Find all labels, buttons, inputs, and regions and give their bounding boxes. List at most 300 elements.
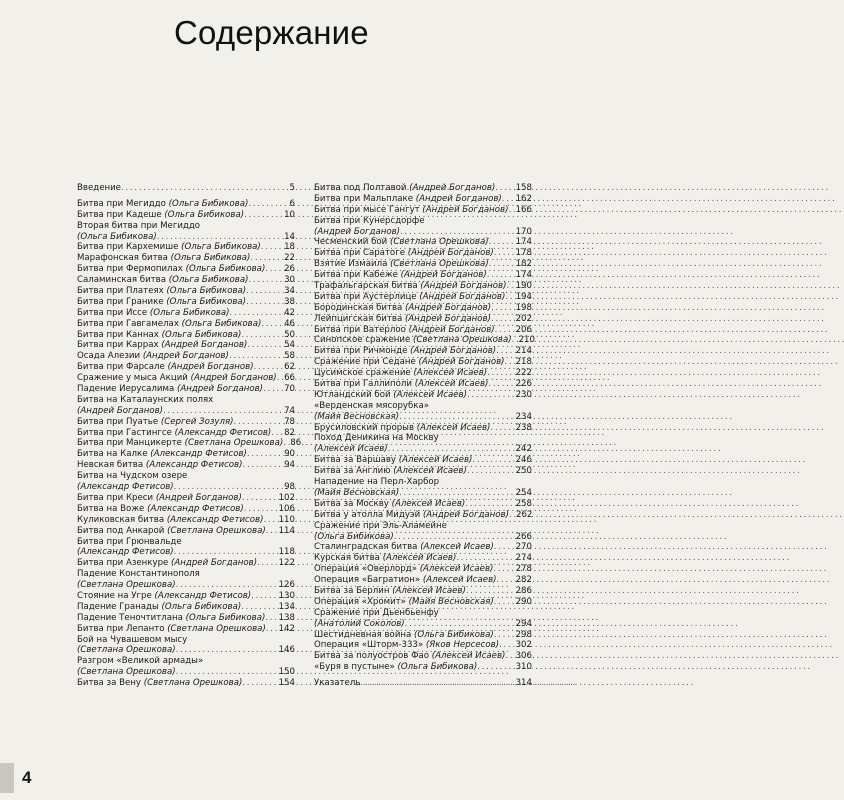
toc-entry-title: Битва за полуостров Фао (Алексей Исаев) bbox=[314, 651, 506, 662]
toc-leader-dots bbox=[506, 281, 514, 291]
toc-entry[interactable] bbox=[77, 602, 295, 613]
toc-entry-page: 258 bbox=[515, 498, 532, 509]
toc-entry-page: 14 bbox=[284, 231, 295, 242]
toc-entry-line: Битва при Грюнвальде bbox=[77, 536, 182, 547]
toc-entry[interactable] bbox=[314, 183, 532, 194]
toc-entry[interactable] bbox=[314, 466, 532, 477]
toc-entry-title: Битва при Мегиддо (Ольга Бибикова) bbox=[77, 198, 249, 209]
toc-entry[interactable] bbox=[314, 390, 532, 401]
toc-entry-author: (Андрей Богданов) bbox=[177, 384, 264, 395]
toc-entry[interactable] bbox=[314, 630, 532, 641]
toc-leader-dots bbox=[472, 455, 514, 465]
toc-entry-page: 210 bbox=[518, 335, 535, 346]
toc-entry-title bbox=[314, 412, 399, 422]
toc-entry-author: (Алексей Исаев) bbox=[314, 444, 388, 455]
toc-entry-author: (Алексей Исаев) bbox=[392, 585, 466, 596]
toc-entry-page: 74 bbox=[284, 405, 295, 416]
toc-leader-dots bbox=[174, 482, 283, 492]
toc-entry[interactable] bbox=[314, 205, 532, 216]
toc-leader-dots bbox=[360, 678, 514, 688]
toc-leader-dots bbox=[494, 630, 515, 640]
toc-entry-line: Нападение на Перл-Харбор bbox=[314, 477, 440, 488]
toc-entry-title: Битва при Кабеже (Андрей Богданов) bbox=[314, 270, 487, 281]
toc-leader-dots bbox=[497, 575, 515, 585]
toc-entry[interactable] bbox=[314, 597, 532, 608]
toc-entry[interactable] bbox=[314, 575, 532, 586]
toc-leader-dots bbox=[467, 390, 515, 400]
toc-leader-dots bbox=[121, 183, 289, 193]
toc-entry-page: 242 bbox=[515, 444, 532, 455]
toc-entry-page: 134 bbox=[278, 601, 295, 612]
toc-entry-title bbox=[314, 532, 394, 542]
toc-entry-page: 78 bbox=[284, 416, 295, 427]
toc-entry-title bbox=[77, 667, 176, 677]
toc-leader-dots bbox=[477, 662, 514, 672]
toc-leader-dots bbox=[487, 368, 514, 378]
toc-entry-author: (Андрей Богданов) bbox=[422, 509, 509, 520]
toc-entry-page: 238 bbox=[515, 422, 532, 433]
toc-entry-title bbox=[77, 482, 174, 492]
toc-entry[interactable] bbox=[314, 423, 532, 434]
toc-entry-page: 50 bbox=[284, 329, 295, 340]
toc-entry-page: 62 bbox=[284, 362, 295, 373]
toc-entry-title: Битва за Варшаву (Алексей Исаев) bbox=[314, 455, 473, 466]
page-title: Содержание bbox=[174, 14, 369, 51]
toc-entry[interactable] bbox=[314, 281, 532, 292]
toc-leader-dots bbox=[242, 460, 283, 470]
toc-entry-author: (Андрей Богданов) bbox=[167, 362, 254, 373]
toc-leader-dots bbox=[247, 340, 283, 350]
toc-entry-page: 26 bbox=[284, 264, 295, 275]
toc-entry[interactable] bbox=[77, 591, 295, 602]
toc-entry[interactable] bbox=[77, 613, 295, 624]
toc-entry[interactable] bbox=[314, 586, 532, 597]
toc-entry[interactable] bbox=[77, 242, 295, 253]
toc-entry-title: Сражение при Седане (Андрей Богданов) bbox=[314, 357, 505, 368]
toc-entry-author: (Александр Фетисов) bbox=[147, 503, 244, 514]
toc-leader-dots bbox=[505, 292, 514, 302]
toc-entry[interactable] bbox=[314, 270, 532, 281]
toc-entry-line: Разгром «Великой армады» bbox=[77, 656, 204, 667]
toc-leader-dots bbox=[242, 493, 278, 503]
toc-entry-author: (Анатолий Соколов) bbox=[314, 618, 405, 629]
toc-entry-page: 254 bbox=[515, 487, 532, 498]
toc-entry[interactable] bbox=[77, 471, 295, 493]
toc-entry[interactable] bbox=[77, 460, 295, 471]
toc-entry-page: 118 bbox=[278, 547, 295, 558]
toc-entry-author: (Андрей Богданов) bbox=[419, 291, 506, 302]
toc-entry-line: Падение Константинополя bbox=[77, 569, 200, 580]
toc-entry-page: 150 bbox=[278, 667, 295, 678]
toc-entry-author: (Андрей Богданов) bbox=[400, 270, 487, 281]
toc-entry-author: (Светлана Орешкова) bbox=[390, 259, 489, 270]
toc-entry-page: 70 bbox=[284, 384, 295, 395]
toc-entry[interactable] bbox=[77, 275, 295, 286]
toc-entry[interactable] bbox=[314, 292, 532, 303]
toc-entry[interactable] bbox=[314, 640, 532, 651]
toc-entry[interactable] bbox=[314, 477, 532, 499]
toc-entry-author: (Алексей Исаев) bbox=[382, 553, 457, 564]
toc-entry-page: 270 bbox=[515, 542, 532, 553]
toc-entry-title bbox=[77, 580, 176, 590]
toc-entry-author: (Ольга Бибикова) bbox=[314, 531, 394, 542]
toc-entry[interactable] bbox=[77, 515, 295, 526]
toc-entry[interactable] bbox=[314, 662, 532, 673]
toc-entry[interactable] bbox=[77, 384, 295, 395]
toc-entry-title: Битва при Азенкуре (Андрей Богданов) bbox=[77, 558, 258, 569]
toc-leader-dots bbox=[491, 303, 515, 313]
toc-entry-title: Сражение у мыса Акций (Андрей Богданов) bbox=[77, 373, 277, 384]
toc-entry-author: (Андрей Богданов) bbox=[407, 248, 494, 259]
toc-entry-page: 274 bbox=[515, 553, 532, 564]
toc-entry-title: Бородинская битва (Андрей Богданов) bbox=[314, 302, 492, 313]
toc-entry-author: (Андрей Богданов) bbox=[422, 204, 509, 215]
toc-leader-dots bbox=[246, 297, 283, 307]
toc-entry-title bbox=[77, 645, 176, 655]
toc-leader-dots bbox=[257, 558, 278, 568]
toc-entry-title: Трафальгарская битва (Андрей Богданов) bbox=[314, 281, 507, 292]
toc-leader-dots bbox=[247, 449, 283, 459]
toc-entry-title: Сталинградская битва (Алексей Исаев) bbox=[314, 542, 494, 553]
page-number: 4 bbox=[22, 768, 32, 787]
toc-leader-dots bbox=[399, 412, 515, 422]
toc-entry[interactable] bbox=[77, 319, 295, 330]
toc-leader-dots bbox=[244, 210, 283, 220]
toc-entry-page: 158 bbox=[515, 183, 532, 193]
toc-entry-author: (Андрей Богданов) bbox=[161, 340, 248, 351]
toc-entry[interactable] bbox=[314, 651, 532, 662]
toc-leader-dots bbox=[248, 275, 283, 285]
toc-leader-dots bbox=[230, 308, 284, 318]
toc-entry-title: Битва за Берлин (Алексей Исаев) bbox=[314, 585, 466, 596]
toc-entry-title: Битва при Гавгамелах (Ольга Бибикова) bbox=[77, 318, 262, 329]
toc-entry[interactable] bbox=[314, 553, 532, 564]
toc-entry-title: Битва при Фермопилах (Ольга Бибикова) bbox=[77, 264, 266, 275]
toc-entry-author: (Ольга Бибикова) bbox=[181, 318, 262, 329]
toc-entry[interactable] bbox=[77, 308, 295, 319]
toc-leader-dots bbox=[488, 379, 514, 389]
toc-entry-line: Битва на Каталаунских полях bbox=[77, 394, 214, 405]
toc-entry-author: (Алексей Исаев) bbox=[393, 389, 467, 400]
toc-leader-dots bbox=[229, 351, 283, 361]
toc-entry-author: (Светлана Орешкова) bbox=[184, 438, 284, 449]
toc-leader-dots bbox=[495, 325, 515, 335]
toc-entry[interactable] bbox=[314, 678, 532, 689]
toc-entry[interactable] bbox=[77, 493, 295, 504]
toc-leader-dots bbox=[174, 547, 278, 557]
toc-entry-author: (Светлана Орешкова) bbox=[77, 667, 176, 678]
toc-entry-author: (Алексей Исаев) bbox=[391, 498, 466, 509]
toc-entry-title: Указатель bbox=[314, 678, 361, 689]
toc-entry-author: (Андрей Богданов) bbox=[171, 558, 258, 569]
toc-entry-author: (Ольга Бибикова) bbox=[168, 275, 249, 286]
toc-entry-page: 190 bbox=[515, 281, 532, 292]
toc-entry[interactable] bbox=[77, 656, 295, 678]
toc-entry-author: (Майя Весновская) bbox=[314, 487, 400, 498]
toc-entry-page: 98 bbox=[284, 482, 295, 493]
toc-entry-author: (Ольга Бибикова) bbox=[181, 242, 261, 253]
toc-entry-author: (Светлана Орешкова) bbox=[77, 580, 176, 591]
toc-entry[interactable] bbox=[314, 259, 532, 270]
toc-entry-page: 298 bbox=[515, 629, 532, 640]
toc-entry-page: 126 bbox=[278, 580, 295, 591]
toc-entry[interactable] bbox=[314, 542, 532, 553]
toc-entry-author: (Ольга Бибикова) bbox=[185, 612, 266, 623]
toc-entry-page: 138 bbox=[278, 612, 295, 623]
toc-entry[interactable] bbox=[77, 449, 295, 460]
toc-leader-dots bbox=[400, 227, 515, 237]
toc-entry[interactable] bbox=[77, 417, 295, 428]
toc-column-left bbox=[77, 183, 302, 689]
toc-entry[interactable] bbox=[77, 351, 295, 362]
toc-entry-title bbox=[314, 619, 405, 629]
toc-leader-dots bbox=[261, 319, 283, 329]
toc-leader-dots bbox=[405, 619, 515, 629]
toc-entry-author: (Яков Нерсесов) bbox=[425, 640, 500, 651]
toc-entry[interactable] bbox=[77, 395, 295, 417]
toc-entry-title: Битва при Мальплаке (Андрей Богданов) bbox=[314, 193, 502, 204]
toc-entry-title: Осада Алезии (Андрей Богданов) bbox=[77, 351, 229, 362]
toc-entry[interactable] bbox=[314, 521, 532, 543]
toc-entry-title: Битва за Вену (Светлана Орешкова) bbox=[77, 678, 243, 689]
toc-entry-title bbox=[77, 406, 163, 416]
toc-entry[interactable] bbox=[77, 526, 295, 537]
toc-leader-dots bbox=[241, 330, 283, 340]
toc-entry[interactable] bbox=[77, 253, 295, 264]
toc-leader-dots bbox=[499, 640, 515, 650]
toc-entry-author: (Андрей Богданов) bbox=[404, 313, 491, 324]
toc-entry-author: (Светлана Орешкова) bbox=[412, 335, 512, 346]
toc-entry-page: 34 bbox=[284, 286, 295, 297]
toc-entry[interactable] bbox=[314, 248, 532, 259]
toc-entry[interactable] bbox=[314, 216, 532, 238]
toc-entry[interactable] bbox=[314, 194, 532, 205]
toc-entry-title: Битва на Калке (Александр Фетисов) bbox=[77, 449, 247, 460]
toc-entry-page: 38 bbox=[284, 296, 295, 307]
toc-entry[interactable] bbox=[77, 678, 295, 689]
toc-entry-page: 58 bbox=[284, 351, 295, 362]
toc-leader-dots bbox=[157, 232, 283, 242]
toc-entry[interactable] bbox=[77, 373, 295, 384]
toc-entry-page: 206 bbox=[515, 324, 532, 335]
toc-leader-dots bbox=[241, 602, 277, 612]
toc-entry-author: (Александр Фетисов) bbox=[166, 514, 264, 525]
toc-entry[interactable] bbox=[77, 635, 295, 657]
toc-entry[interactable] bbox=[77, 340, 295, 351]
toc-column-right bbox=[314, 183, 535, 689]
toc-entry-author: (Светлана Орешкова) bbox=[389, 237, 489, 248]
toc-entry[interactable] bbox=[77, 199, 295, 210]
toc-entry-page: 54 bbox=[284, 340, 295, 351]
toc-entry-title: Невская битва (Александр Фетисов) bbox=[77, 460, 243, 471]
toc-entry-author: (Ольга Бибикова) bbox=[166, 296, 247, 307]
toc-entry-line: Поход Деникина на Москву bbox=[314, 433, 439, 444]
toc-entry[interactable] bbox=[314, 346, 532, 357]
toc-entry[interactable] bbox=[77, 297, 295, 308]
toc-entry[interactable] bbox=[314, 335, 535, 346]
toc-entry-author: (Светлана Орешкова) bbox=[167, 525, 266, 536]
toc-entry-title: Битва при Кадеше (Ольга Бибикова) bbox=[77, 209, 245, 220]
toc-entry-title: Падение Гранады (Ольга Бибикова) bbox=[77, 601, 242, 612]
toc-entry[interactable] bbox=[77, 362, 295, 373]
toc-entry-author: (Ольга Бибикова) bbox=[166, 286, 247, 297]
toc-entry-author: (Светлана Орешкова) bbox=[167, 623, 266, 634]
toc-entry-author: (Андрей Богданов) bbox=[408, 324, 495, 335]
toc-entry-page: 174 bbox=[515, 237, 532, 248]
toc-entry-title: Битва при Фарсале (Андрей Богданов) bbox=[77, 362, 254, 373]
toc-entry[interactable] bbox=[314, 237, 532, 248]
toc-entry-author: (Ольга Бибикова) bbox=[168, 198, 249, 209]
toc-entry[interactable] bbox=[77, 558, 295, 569]
toc-entry-author: (Ольга Бибикова) bbox=[164, 209, 245, 220]
toc-entry-title: Битва при Манцикерте (Светлана Орешкова) bbox=[77, 438, 284, 449]
toc-entry[interactable] bbox=[77, 537, 295, 559]
toc-entry-line: Вторая битва при Мегиддо bbox=[77, 220, 201, 231]
toc-entry-author: (Андрей Богданов) bbox=[418, 357, 505, 368]
toc-entry[interactable] bbox=[77, 569, 295, 591]
toc-entry-title: Битва при Саратоге (Андрей Богданов) bbox=[314, 248, 494, 259]
toc-leader-dots bbox=[494, 248, 515, 258]
toc-entry-line: Битва на Чудском озере bbox=[77, 471, 188, 482]
toc-entry-author: (Алексей Исаев) bbox=[420, 542, 494, 553]
toc-entry-author: (Александр Фетисов) bbox=[174, 427, 272, 438]
toc-leader-dots bbox=[254, 362, 283, 372]
toc-entry-page: 5 bbox=[289, 183, 295, 193]
toc-entry-page: 214 bbox=[515, 346, 532, 357]
toc-entry-title: Саламинская битва (Ольга Бибикова) bbox=[77, 275, 249, 286]
toc-leader-dots bbox=[467, 466, 515, 476]
toc-entry-author: (Андрей Богданов) bbox=[420, 281, 507, 292]
toc-entry[interactable] bbox=[314, 357, 532, 368]
toc-entry[interactable] bbox=[77, 330, 295, 341]
toc-entry-page: 18 bbox=[284, 242, 295, 253]
page-edge-marker bbox=[0, 763, 14, 793]
toc-entry-title: Битва у атолла Мидуэй (Андрей Богданов) bbox=[314, 509, 509, 520]
toc-entry-page: 142 bbox=[278, 623, 295, 634]
toc-leader-dots bbox=[265, 264, 283, 274]
toc-entry-title: Битва при Ватерлоо (Андрей Богданов) bbox=[314, 324, 495, 335]
toc-entry[interactable] bbox=[77, 286, 295, 297]
toc-entry-author: (Александр Фетисов) bbox=[77, 482, 174, 493]
toc-leader-dots bbox=[242, 678, 277, 688]
toc-entry[interactable] bbox=[77, 624, 295, 635]
toc-leader-dots bbox=[496, 346, 514, 356]
toc-entry-title: Лейпцигская битва (Андрей Богданов) bbox=[314, 313, 491, 324]
toc-leader-dots bbox=[248, 199, 288, 209]
toc-leader-dots bbox=[394, 532, 515, 542]
toc-entry-page: 246 bbox=[515, 455, 532, 466]
toc-leader-dots bbox=[487, 270, 515, 280]
toc-entry-title: Курская битва (Алексей Исаев) bbox=[314, 553, 457, 564]
toc-leader-dots bbox=[489, 237, 515, 247]
toc-entry-author: (Ольга Бибикова) bbox=[149, 307, 230, 318]
toc-entry[interactable] bbox=[314, 401, 532, 423]
toc-entry[interactable] bbox=[314, 325, 532, 336]
toc-leader-dots bbox=[266, 526, 278, 536]
toc-entry-line: Сражение при Дьенбьенфу bbox=[314, 607, 439, 618]
toc-entry[interactable] bbox=[314, 499, 532, 510]
toc-entry-author: (Алексей Исаев) bbox=[413, 368, 488, 379]
toc-entry-page: 234 bbox=[515, 411, 532, 422]
toc-entry-line: Бой на Чувашевом мысу bbox=[77, 634, 188, 645]
toc-entry-author: (Ольга Бибикова) bbox=[77, 231, 157, 242]
toc-leader-dots bbox=[176, 645, 278, 655]
toc-entry[interactable] bbox=[77, 183, 295, 194]
toc-entry-title bbox=[314, 444, 388, 454]
toc-entry-author: (Алексей Исаев) bbox=[398, 455, 473, 466]
toc-entry-page: 110 bbox=[278, 514, 295, 525]
toc-leader-dots bbox=[246, 286, 283, 296]
toc-entry[interactable] bbox=[314, 564, 532, 575]
toc-leader-dots bbox=[502, 194, 515, 204]
toc-leader-dots bbox=[456, 553, 514, 563]
toc-entry-page: 86 bbox=[290, 438, 302, 449]
toc-entry-page: 262 bbox=[515, 509, 533, 520]
toc-entry-page: 22 bbox=[284, 253, 295, 264]
toc-entry[interactable] bbox=[77, 438, 302, 449]
toc-entry[interactable] bbox=[77, 264, 295, 275]
toc-entry-title: Битва при мысе Гангут (Андрей Богданов) bbox=[314, 204, 509, 215]
toc-entry-title: Битва за Москву (Алексей Исаев) bbox=[314, 498, 466, 509]
toc-entry[interactable] bbox=[314, 608, 532, 630]
toc-entry-page: 162 bbox=[515, 193, 532, 204]
toc-entry-title: Операция «Оверлорд» (Алексей Исаев) bbox=[314, 564, 494, 575]
toc-entry-title: Битва при Платеях (Ольга Бибикова) bbox=[77, 286, 247, 297]
toc-entry[interactable] bbox=[314, 314, 532, 325]
toc-entry[interactable] bbox=[77, 210, 295, 221]
toc-entry[interactable] bbox=[314, 433, 532, 455]
toc-entry-title: Битва под Анкарой (Светлана Орешкова) bbox=[77, 525, 266, 536]
toc-entry[interactable] bbox=[77, 221, 295, 243]
toc-entry-page: 106 bbox=[278, 503, 295, 514]
toc-entry[interactable] bbox=[314, 368, 532, 379]
toc-leader-dots bbox=[266, 624, 278, 634]
toc-entry-title: Битва при Гастингсе (Александр Фетисов) bbox=[77, 427, 272, 438]
toc-entry-title: Синопское сражение (Светлана Орешкова) bbox=[314, 335, 512, 346]
toc-entry[interactable] bbox=[314, 510, 532, 521]
toc-leader-dots bbox=[490, 423, 514, 433]
toc-entry[interactable] bbox=[77, 504, 295, 515]
toc-entry-title: Битва при Кархемише (Ольга Бибикова) bbox=[77, 242, 261, 253]
toc-entry[interactable] bbox=[77, 428, 295, 439]
toc-leader-dots bbox=[494, 597, 515, 607]
toc-entry-page: 294 bbox=[515, 618, 532, 629]
toc-entry-title bbox=[314, 488, 399, 498]
toc-leader-dots bbox=[489, 259, 515, 269]
toc-leader-dots bbox=[261, 242, 283, 252]
toc-leader-dots bbox=[465, 499, 514, 509]
toc-entry-page: 194 bbox=[515, 291, 532, 302]
toc-entry[interactable] bbox=[314, 455, 532, 466]
toc-entry-page: 174 bbox=[515, 270, 532, 281]
toc-leader-dots bbox=[388, 444, 515, 454]
toc-entry-author: (Ольга Бибикова) bbox=[161, 601, 242, 612]
toc-entry-author: (Андрей Богданов) bbox=[142, 351, 229, 362]
toc-leader-dots bbox=[271, 428, 283, 438]
toc-entry-author: (Светлана Орешкова) bbox=[77, 645, 176, 656]
toc-entry[interactable] bbox=[314, 379, 532, 390]
toc-leader-dots bbox=[505, 651, 514, 661]
toc-entry-title: Падение Иерусалима (Андрей Богданов) bbox=[77, 384, 264, 395]
toc-entry-page: 94 bbox=[284, 460, 295, 471]
toc-entry-author: (Ольга Бибикова) bbox=[397, 662, 478, 673]
toc-entry-page: 222 bbox=[515, 368, 532, 379]
toc-entry-page: 314 bbox=[515, 678, 532, 689]
toc-entry-page: 282 bbox=[515, 575, 532, 586]
toc-entry[interactable] bbox=[314, 303, 532, 314]
toc-entry-page: 6 bbox=[289, 198, 295, 209]
toc-leader-dots bbox=[163, 406, 283, 416]
